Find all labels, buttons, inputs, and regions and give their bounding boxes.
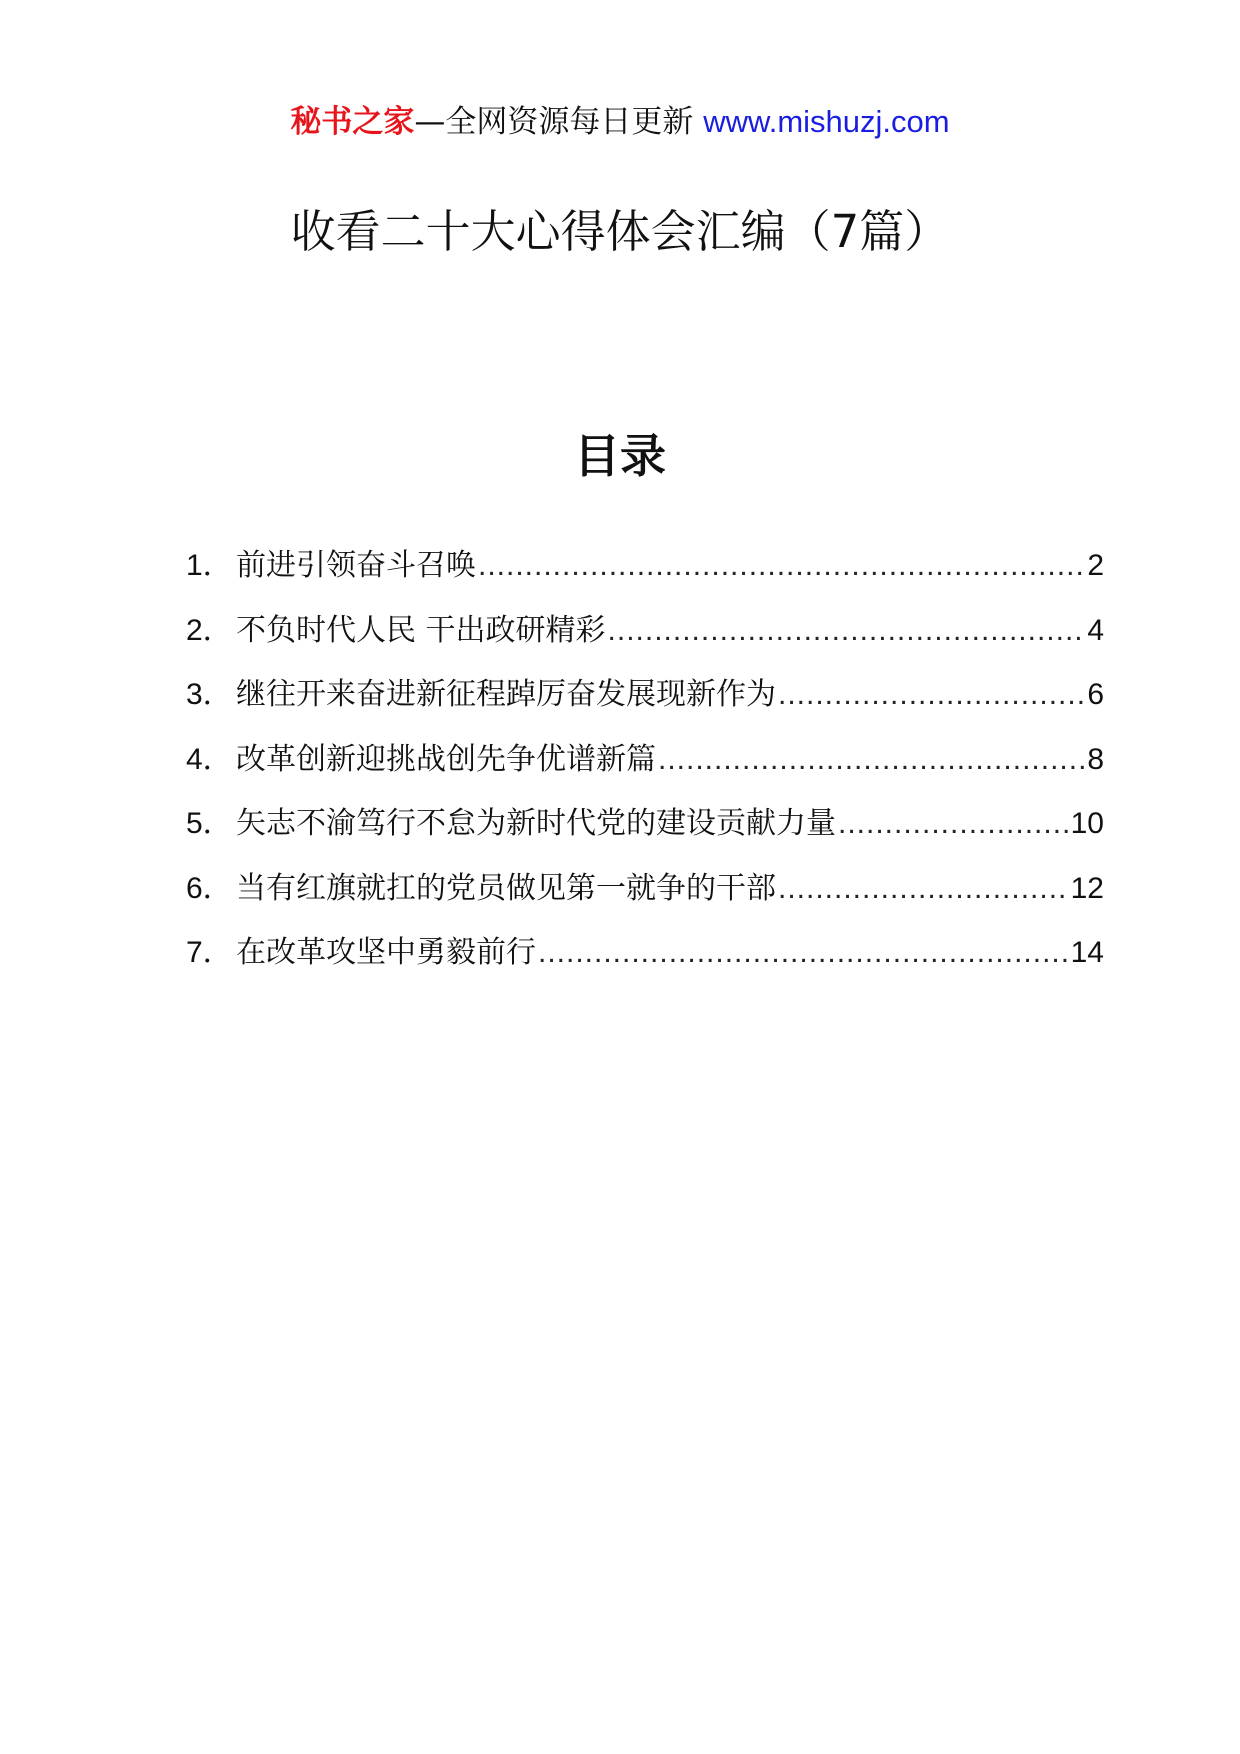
site-url-link[interactable]: www.mishuzj.com xyxy=(703,104,950,139)
site-header xyxy=(0,100,1240,144)
toc-item-title: 改革创新迎挑战创先争优谱新篇 xyxy=(236,741,656,777)
toc-item-page: 14 xyxy=(1070,936,1104,969)
toc-item-7[interactable] xyxy=(186,921,1104,986)
brand-name: 秘书之家 xyxy=(290,104,415,140)
toc-item-number: 5． xyxy=(186,807,233,840)
toc-item-5[interactable] xyxy=(186,792,1104,857)
toc-dot-leader xyxy=(778,857,1069,921)
toc-item-number: 6． xyxy=(186,871,233,905)
toc-item-page: 6 xyxy=(1087,678,1104,711)
toc-item-number: 4． xyxy=(186,742,233,776)
toc-item-2[interactable] xyxy=(186,599,1104,664)
toc-dot-leader xyxy=(538,921,1069,985)
toc-item-title: 矢志不渝笃行不怠为新时代党的建设贡献力量 xyxy=(236,806,836,841)
toc-dot-leader xyxy=(838,792,1069,856)
toc-item-title: 前进引领奋斗召唤 xyxy=(236,548,476,583)
toc-item-page: 8 xyxy=(1087,742,1104,776)
header-tagline: —全网资源每日更新 xyxy=(414,104,694,140)
toc-item-title: 继往开来奋进新征程踔厉奋发展现新作为 xyxy=(236,677,776,712)
toc-item-page: 2 xyxy=(1087,549,1104,582)
toc-dot-leader xyxy=(478,534,1085,598)
toc-item-6[interactable] xyxy=(186,857,1104,922)
toc-item-number: 3． xyxy=(186,678,233,711)
toc-heading: 目录 xyxy=(574,429,666,483)
toc-item-number: 1． xyxy=(186,549,233,582)
toc-item-title: 在改革攻坚中勇毅前行 xyxy=(236,935,536,970)
toc-dot-leader xyxy=(778,663,1085,727)
toc-item-title: 不负时代人民 干出政研精彩 xyxy=(236,612,606,648)
toc-item-title: 当有红旗就扛的党员做见第一就争的干部 xyxy=(236,870,776,906)
toc-item-3[interactable] xyxy=(186,663,1104,728)
toc-item-1[interactable] xyxy=(186,534,1104,599)
toc-item-4[interactable] xyxy=(186,728,1104,793)
table-of-contents xyxy=(186,534,1104,986)
toc-item-page: 12 xyxy=(1070,871,1104,905)
toc-item-page: 4 xyxy=(1087,613,1104,647)
toc-dot-leader xyxy=(658,728,1085,792)
toc-item-number: 7． xyxy=(186,936,233,969)
toc-dot-leader xyxy=(608,599,1086,663)
document-title: 收看二十大心得体会汇编（7篇） xyxy=(290,205,950,258)
toc-item-page: 10 xyxy=(1070,807,1104,840)
toc-item-number: 2． xyxy=(186,613,233,647)
